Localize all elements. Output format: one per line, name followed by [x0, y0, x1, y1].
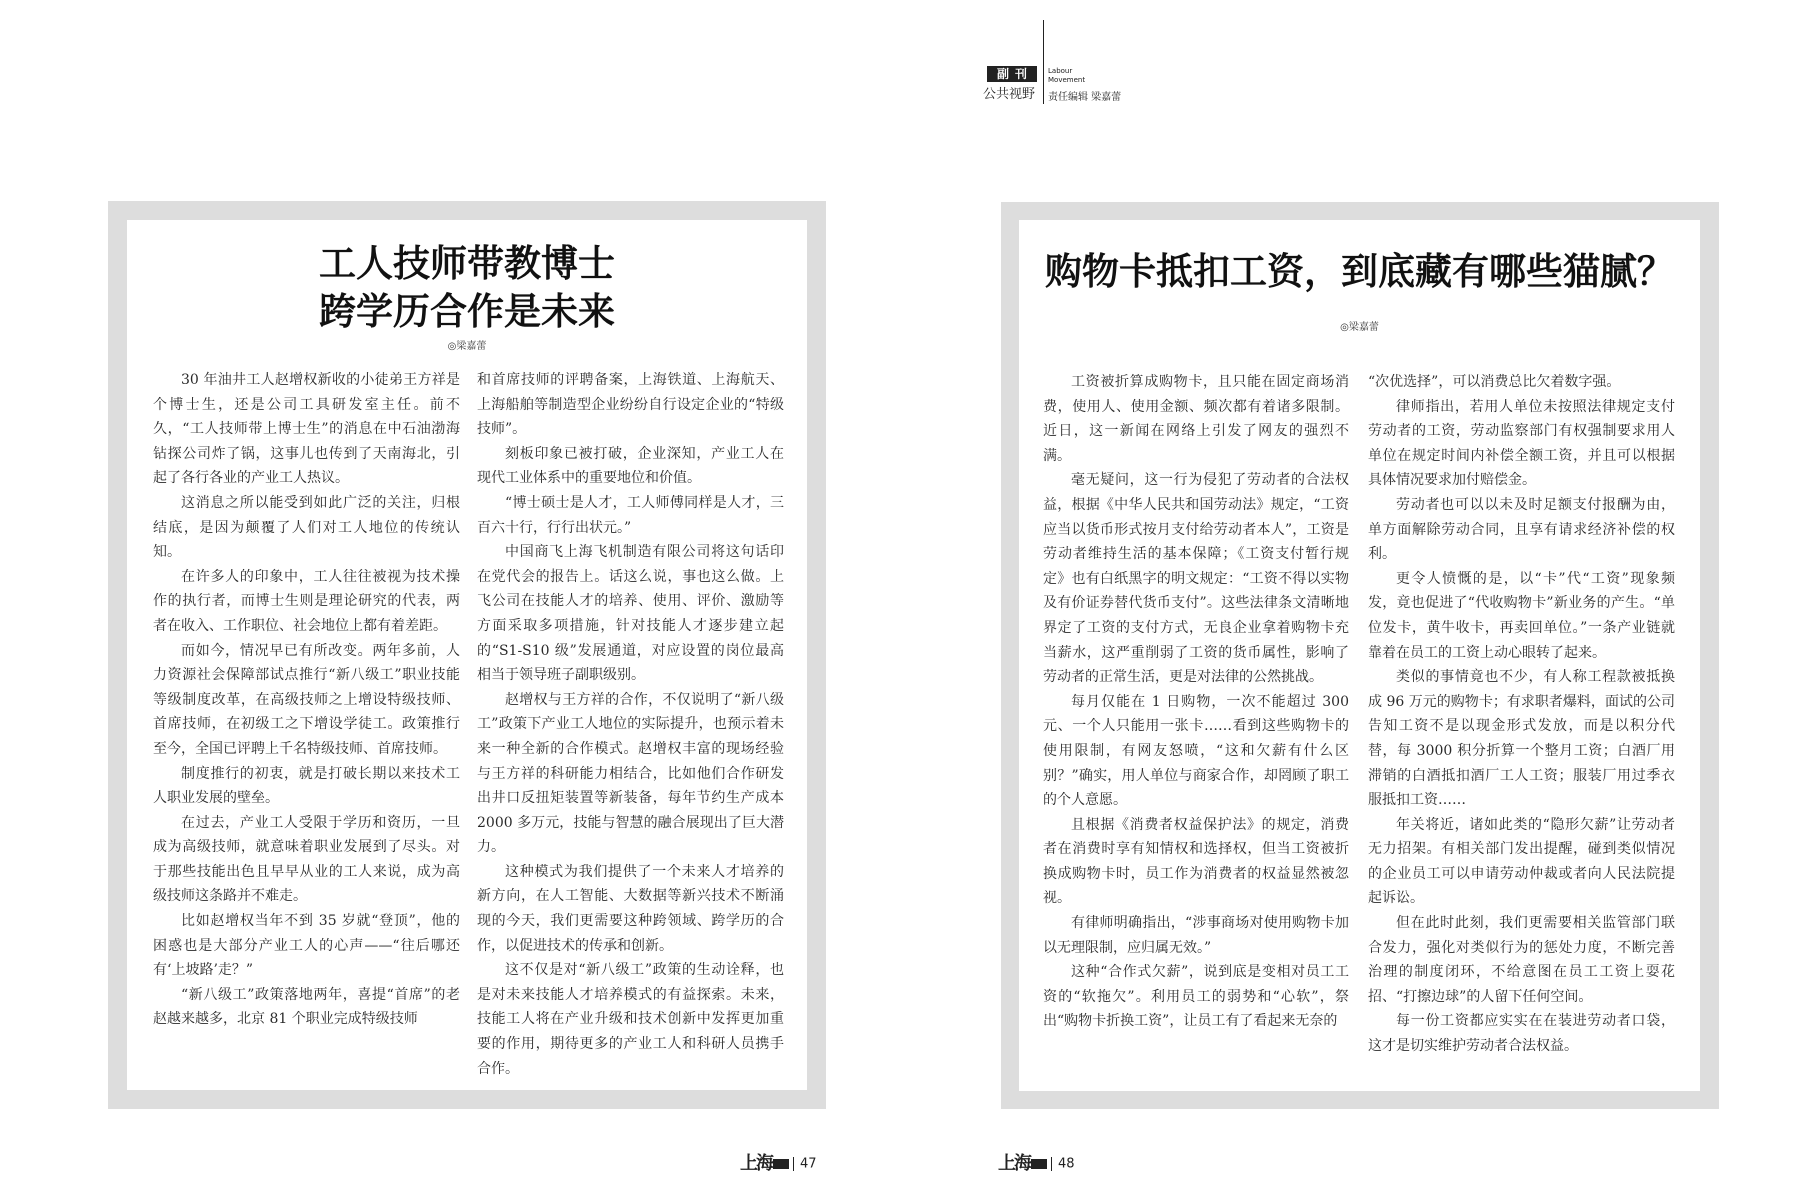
page-header: [983, 20, 1233, 102]
left-title-line-2: 跨学历合作是未来: [319, 290, 615, 333]
paragraph: 每月仅能在 1 日购物，一次不能超过 300 元、一个人只能用一张卡……看到这些购物卡的使用限制，有网友怒喷，“这和欠薪有什么区别？”确实，用人单位与商家合作，却罔顾了职工的个人意愿。: [1043, 693, 1349, 809]
header-divider: [1043, 20, 1044, 104]
paragraph: 在过去，产业工人受限于学历和资历，一旦成为高级技师，就意味着职业发展到了尽头。对于那些技能出色且早早从业的工人来说，成为高级技师这条路并不难走。: [153, 814, 460, 905]
right-article-frame: [1001, 202, 1719, 1109]
paragraph: 年关将近，诸如此类的“隐形欠薪”让劳动者无力招架。有相关部门发出提醒，碰到类似情况的企业员工可以申请劳动仲裁或者向人民法院提起诉讼。: [1368, 816, 1675, 907]
english-line-2: Movement: [1048, 76, 1086, 84]
left-page-footer: [740, 1155, 817, 1175]
right-article-byline: ◎梁嘉蕾: [1340, 322, 1379, 333]
paragraph: 中国商飞上海飞机制造有限公司将这句话印在党代会的报告上。话这么说，事也这么做。上飞公司在技能人才的培养、使用、评价、激励等方面采取多项措施，针对技能人才逐步建立起的“S1-S10 级”发展通道，对应设置的岗位最高相当于领导班子副职级别。: [477, 544, 784, 684]
right-article: [1019, 220, 1700, 1091]
paragraph: 更令人愤慨的是，以“卡”代“工资”现象频发，竟也促进了“代收购物卡”新业务的产生。“单位发卡，黄牛收卡，再卖回单位。”一条产业链就靠着在员工的工资上动心眼转了起来。: [1368, 570, 1675, 661]
magazine-logo: 上海: [998, 1155, 1047, 1173]
left-column-b: [477, 368, 784, 1081]
footer-divider: [793, 1157, 794, 1171]
paragraph: 刻板印象已被打破，企业深知，产业工人在现代工业体系中的重要地位和价值。: [477, 445, 784, 487]
left-article: [127, 220, 807, 1090]
paragraph: 赵增权与王方祥的合作，不仅说明了“新八级工”政策下产业工人地位的实际提升，也预示着未来一种全新的合作模式。赵增权丰富的现场经验与王方祥的科研能力相结合，比如他们合作研发出井口反扭矩装置等新装备，每年节约生产成本 2000 多万元，技能与智慧的融合展现出了巨大潜力。: [477, 691, 784, 856]
paragraph: “博士硕士是人才，工人师傅同样是人才，三百六十行，行行出状元。”: [477, 494, 784, 536]
paragraph: 而如今，情况早已有所改变。两年多前，人力资源社会保障部试点推行“新八级工”职业技能等级制度改革，在高级技师之上增设特级技师、首席技师，在初级工之下增设学徒工。政策推行至今，全国已评聘上千名特级技师、首席技师。: [153, 642, 460, 757]
paragraph: “新八级工”政策落地两年，喜提“首席”的老赵越来越多，北京 81 个职业完成特级技师: [153, 986, 460, 1028]
right-column-a: [1043, 370, 1349, 1034]
paragraph: 这种“合作式欠薪”，说到底是变相对员工工资的“软拖欠”。利用员工的弱势和“心软”，祭出“购物卡折换工资”，让员工有了看起来无奈的: [1043, 964, 1349, 1030]
page-number: 47: [800, 1156, 817, 1172]
magazine-logo: 上海: [740, 1155, 789, 1173]
paragraph-continued: “次优选择”，可以消费总比欠着数字强。: [1368, 374, 1621, 390]
section-label: 公共视野: [983, 87, 1036, 102]
paragraph: 30 年油井工人赵增权新收的小徒弟王方祥是个博士生，还是公司工具研发室主任。前不久，“工人技师带上博士生”的消息在中石油渤海钻探公司炸了锅，这事儿也传到了天南海北，引起了各行各业的产业工人热议。: [153, 372, 460, 487]
paragraph: 工资被折算成购物卡，且只能在固定商场消费，使用人、使用金额、频次都有着诸多限制。近日，这一新闻在网络上引发了网友的强烈不满。: [1043, 374, 1349, 464]
left-article-byline: ◎梁嘉蕾: [447, 341, 487, 352]
paragraph: 在许多人的印象中，工人往往被视为技术操作的执行者，而博士生则是理论研究的代表，两者在收入、工作职位、社会地位上都有着差距。: [153, 568, 460, 634]
paragraph: 类似的事情竟也不少，有人称工程款被抵换成 96 万元的购物卡；有求职者爆料，面试的公司告知工资不是以现金形式发放，而是以积分代替，每 3000 积分折算一个整月工资；白酒厂用滞销的白酒抵扣酒厂工人工资；服装厂用过季衣服抵扣工资……: [1368, 669, 1675, 809]
english-section-label: [1048, 67, 1085, 85]
section-tag: 副刊: [987, 66, 1037, 82]
right-article-title: 购物卡抵扣工资，到底藏有哪些猫腻？: [1045, 250, 1674, 293]
paragraph: 且根据《消费者权益保护法》的规定，消费者在消费时享有知情权和选择权，但当工资被折换成购物卡时，员工作为消费者的权益显然被忽视。: [1043, 816, 1349, 907]
editor-credit: 责任编辑 梁嘉蕾: [1048, 92, 1122, 103]
paragraph: 这种模式为我们提供了一个未来人才培养的新方向，在人工智能、大数据等新兴技术不断涌现的今天，我们更需要这种跨领域、跨学历的合作，以促进技术的传承和创新。: [477, 863, 784, 954]
right-column-b: [1368, 370, 1675, 1059]
paragraph: 制度推行的初衷，就是打破长期以来技术工人职业发展的壁垒。: [153, 765, 460, 807]
paragraph: 劳动者也可以以未及时足额支付报酬为由，单方面解除劳动合同，且享有请求经济补偿的权利。: [1368, 496, 1675, 563]
footer-divider: [1051, 1157, 1052, 1171]
left-title-line-1: 工人技师带教博士: [319, 242, 615, 285]
page-number: 48: [1058, 1156, 1075, 1172]
paragraph: 但在此时此刻，我们更需要相关监管部门联合发力，强化对类似行为的惩处力度，不断完善治理的制度闭环，不给意图在员工工资上耍花招、“打擦边球”的人留下任何空间。: [1368, 915, 1675, 1005]
paragraph: 比如赵增权当年不到 35 岁就“登顶”，他的困惑也是大部分产业工人的心声——“往后哪还有‘上坡路’走？”: [153, 913, 460, 979]
paragraph: 每一份工资都应实实在在装进劳动者口袋，这才是切实维护劳动者合法权益。: [1368, 1013, 1675, 1055]
paragraph-continued: 和首席技师的评聘备案，上海铁道、上海航天、上海船舶等制造型企业纷纷自行设定企业的“特级技师”。: [477, 372, 784, 438]
right-page-footer: [998, 1155, 1075, 1175]
left-article-title: [127, 240, 807, 336]
left-column-a: [153, 368, 460, 1032]
english-line-1: Labour: [1048, 67, 1073, 75]
paragraph: 这消息之所以能受到如此广泛的关注，归根结底，是因为颠覆了人们对工人地位的传统认知。: [153, 494, 460, 561]
paragraph: 毫无疑问，这一行为侵犯了劳动者的合法权益，根据《中华人民共和国劳动法》规定，“工资应当以货币形式按月支付给劳动者本人”，工资是劳动者维持生活的基本保障；《工资支付暂行规定》也有白纸黑字的明文规定：“工资不得以实物及有价证券替代货币支付”。这些法律条文清晰地界定了工资的支付方式，无良企业拿着购物卡充当薪水，这严重削弱了工资的货币属性，影响了劳动者的正常生活，更是对法律的公然挑战。: [1043, 472, 1349, 686]
left-article-frame: [108, 201, 826, 1109]
paragraph: 有律师明确指出，“涉事商场对使用购物卡加以无理限制，应归属无效。”: [1043, 915, 1349, 956]
paragraph: 这不仅是对“新八级工”政策的生动诠释，也是对未来技能人才培养模式的有益探索。未来，技能工人将在产业升级和技术创新中发挥更加重要的作用，期待更多的产业工人和科研人员携手合作。: [477, 962, 784, 1077]
paragraph: 律师指出，若用人单位未按照法律规定支付劳动者的工资，劳动监察部门有权强制要求用人单位在规定时间内补偿全额工资，并且可以根据具体情况要求加付赔偿金。: [1368, 398, 1675, 489]
